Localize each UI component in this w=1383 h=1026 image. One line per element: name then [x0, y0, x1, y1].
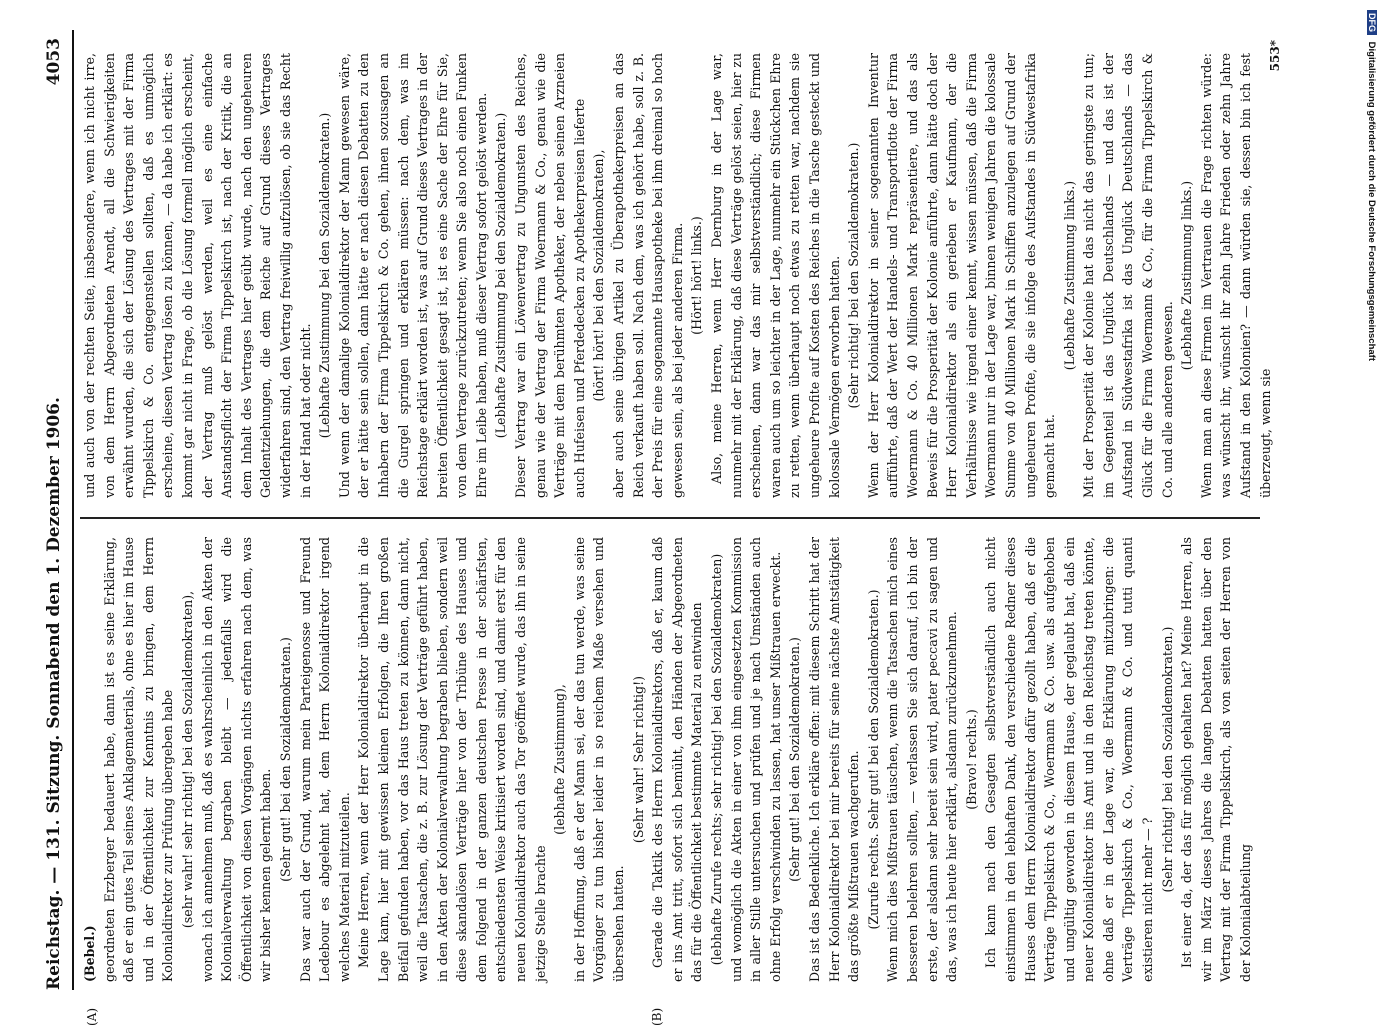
credit-text: Digitalisierung gefördert durch die Deutsche Forschungsgemeinschaft: [1366, 41, 1377, 361]
interjection: (lebhafte Zurufe rechts; sehr richtig! bei den Sozialdemokraten): [709, 553, 724, 966]
interjection: (Sehr gut! bei den Sozialdemokraten.): [787, 637, 803, 882]
paragraph: Ich kann nach den Gesagten selbstverständlich auch nicht einstimmen in den lebhaften Dank, den verschiedene Redner dieses Hauses dem Herrn Kolonialdirektor dafür gezollt haben, daß er die Verträge Tippelskirch & Co., Woermann & Co. usw. als aufgehoben und ungültig geworden in diesem Hause, der geglaubt hat, daß ein neuer Kolonialdirektor ins Amt und in den Reichstag treten könnte, ohne daß er in der Lage war, die Erklärung mitzubringen: die Verträge Tippelskirch & Co., Woermann & Co. und tutti quanti existieren nicht mehr — ?: [983, 537, 1156, 982]
page-number: 4053: [44, 38, 64, 86]
paragraph: (Bebel.): [82, 925, 97, 982]
interjection: (Lebhafte Zustimmung links.): [1179, 180, 1195, 371]
page-header: [40, 30, 70, 990]
interjection: (hört! hört! bei den Sozialdemokraten),: [591, 149, 607, 402]
page-footer: 553*: [1268, 40, 1282, 72]
margin-marker-a: (A): [85, 1007, 99, 1026]
paragraph: geordneten Erzberger bedauert habe, dann ist es seine Erklärung, daß er ein gutes Teil seines Anklagematerials, ohne es hier im Hause und in der Öffentlichkeit zur Kenntnis zu bringen, dem Herrn Kolonialdirektor zur Prüfung übergeben habe: [101, 537, 176, 982]
paragraph: Das ist das Bedenkliche. Ich erkläre offen: mit diesem Schritt hat der Herr Kolonialdirektor bei mir bereits für seine nächste Amtstätigkeit das größte Mißtrauen wachgerufen.: [806, 537, 862, 982]
paragraph: Also, meine Herren, wenn Herr Dernburg in der Lage war, nunmehr mit der Erklärung, daß diese Verträge gelöst seien, hier zu erscheinen, dann war das mir selbstverständlich; diese Firmen waren auch um so leichter in der Lage, nunmehr ein Stückchen Ehre zu retten, wenn überhaupt noch etwas zu retten war, nachdem sie ungeheure Profite auf Kosten des Reiches in die Tasche gesteckt und kolossale Vermögen erworben hatten.: [709, 53, 842, 498]
paragraph: Dieser Vertrag war ein Löwenvertrag zu Ungunsten des Reiches, genau wie der Vertrag der Firma Woermann & Co., genau wie die Verträge mit dem berühmten Apotheker, der neben seinen Arzneien auch Hufeisen und Pferdedecken zu Apothekerpreisen lieferte: [513, 53, 587, 498]
paragraph: Mit der Prosperität der Kolonie hat das nicht das geringste zu tun; im Gegenteil ist das Unglück Deutschlands — und das ist der Aufstand in Südwestafrika ist das Unglück Deutschlands — das Glück für die Firma Woermann & Co., für die Firma Tippelskirch & Co. und alle anderen gewesen.: [1081, 53, 1175, 498]
interjection: (Sehr gut! bei den Sozialdemokraten.): [277, 637, 293, 882]
running-title: Reichstag. — 131. Sitzung. Sonnabend den 1. Dezember 1906.: [44, 397, 64, 990]
interjection: (Sehr richtig! bei den Sozialdemokraten.): [846, 142, 862, 409]
interjection: (Lebhafte Zustimmung bei den Sozialdemokraten.): [493, 112, 509, 439]
paragraph: in der Hoffnung, daß er der Mann sei, der das tun werde, was seine Vorgänger zu tun bisher leider in so reichem Maße versehen und übersehen hatten.: [571, 537, 627, 982]
paragraph: wonach ich annehmen muß, daß es wahrscheinlich in den Akten der Kolonialverwaltung begraben bleibt — jedenfalls wird die Öffentlichkeit von diesen Vorgängen nichts erfahren nach dem, was wir bisher kennen gelernt haben.: [199, 537, 274, 982]
paragraph: und auch von der rechten Seite, insbesondere, wenn ich nicht irre, von dem Herrn Abgeordneten Arendt, all die Schwierigkeiten erwähnt wurden, die sich der Lösung des Vertrages mit der Firma Tippelskirch & Co. entgegenstellen sollten, daß es unmöglich erscheine, diesen Vertrag lösen zu können, — da habe ich erklärt: es kommt gar nicht in Frage, ob die Lösung formell möglich erscheint, der Vertrag muß gelöst werden, weil es eine einfache Anstandspflicht der Firma Tippelskirch ist, nach der Kritik, die an dem Inhalt des Vertrages hier geübt wurde, nach den ungeheuren Geldentziehungen, die dem Reiche auf Grund dieses Vertrages widerfahren sind, den Vertrag freiwillig aufzulösen, ob sie das Recht in der Hand hat oder nicht.: [82, 53, 313, 498]
paragraph: Ist einer da, der das für möglich gehalten hat? Meine Herren, als wir im März dieses Jahres die langen Debatten hatten über den Vertrag mit der Firma Tippelskirch, als von seiten der Herren von der Kolonialabteilung: [1179, 537, 1254, 982]
column-rule: [80, 518, 1260, 520]
interjection: (Lebhafte Zustimmung bei den Sozialdemokraten.): [317, 112, 333, 439]
left-column: [80, 537, 1256, 982]
interjection: (Sehr wahr! Sehr richtig!): [630, 675, 646, 844]
paragraph: Wenn mich dies Mißtrauen täuschen, wenn die Tatsachen mich eines besseren belehren sollten, — verlassen Sie sich darauf, ich bin der erste, der alsdann sehr bereit sein wird, pater peccavi zu sagen und das, was ich heute hier erklärt, alsdann zurückzunehmen.: [885, 537, 960, 982]
paragraph: Und wenn der damalige Kolonialdirektor der Mann gewesen wäre, der er hätte sein sollen, dann hätte er nach diesen Debatten zu den Inhabern der Firma Tippelskirch & Co. gehen, ihnen sozusagen an die Gurgel springen und erklären müssen: nach dem, was im Reichstage erklärt worden ist, was auf Grund dieses Vertrages in der breiten Öffentlichkeit gesagt ist, ist es eine Sache der Ehre für Sie, von dem Vertrage zurückzutreten; wenn Sie also noch einen Funken Ehre im Leibe haben, muß dieser Vertrag sofort gelöst werden.: [336, 53, 489, 498]
interjection: (sehr wahr! sehr richtig! bei den Sozialdemokraten),: [179, 590, 195, 929]
paragraph: Wenn der Herr Kolonialdirektor in seiner sogenannten Inventur aufführte, daß der Wert der Handels- und Transportflotte der Firma Woermann & Co. 40 Millionen Mark repräsentiere, und das als Beweis für die Prosperität der Kolonie anführte, dann hätte doch der Herr Kolonialdirektor als ein gerieben er Kaufmann, der die Verhältnisse wie irgend einer kennt, wissen müssen, daß die Firma Woermann nur in der Lage war, binnen wenigen Jahren die kolossale Summe von 40 Millionen Mark in Schiffen anzulegen auf Grund der ungeheuren Profite, die sie infolge des Aufstandes in Südwestafrika gemacht hat.: [865, 53, 1058, 498]
paragraph: und womöglich die Akten in einer von ihm eingesetzten Kommission in aller Stille untersuchen und prüfen und je nach Umständen auch ohne Erfolg verschwinden zu lassen, hat unser Mißtrauen erweckt.: [728, 537, 783, 982]
interjection: (Lebhafte Zustimmung links.): [1061, 180, 1077, 371]
right-column: [80, 53, 1275, 498]
interjection: (lebhafte Zustimmung),: [552, 684, 568, 835]
dfg-logo: DFG: [1367, 10, 1377, 35]
header-rule: [72, 30, 74, 990]
digitization-credit: [1366, 10, 1377, 361]
paragraph: Gerade die Taktik des Herrn Kolonialdirektors, daß er, kaum daß er ins Amt tritt, sofort sich bemüht, den Händen der Abgeordneten das für die Öffentlichkeit bestimmte Material zu entwinden: [650, 537, 705, 982]
interjection: (Hört! hört! links.): [689, 216, 705, 335]
interjection: (Bravo! rechts.): [963, 709, 979, 810]
margin-marker-b: (B): [650, 1007, 664, 1026]
paragraph: aber auch seine übrigen Artikel zu Überapothekerpreisen an das Reich verkauft haben soll. Nach dem, was ich gehört habe, soll z. B. der Preis für eine sogenannte Hausapotheke bei ihm dreimal so hoch gewesen sein, als bei jeder anderen Firma.: [611, 53, 685, 498]
document-page: [40, 30, 1295, 1026]
interjection: (Sehr richtig! bei den Sozialdemokraten.): [1159, 626, 1175, 893]
paragraph: Das war auch der Grund, warum mein Parteigenosse und Freund Ledebour es abgelehnt hat, dem Herrn Kolonialdirektor irgend welches Material mitzuteilen.: [297, 537, 352, 982]
interjection: (Zurufe rechts. Sehr gut! bei den Sozialdemokraten.): [865, 589, 881, 930]
paragraph: Meine Herren, wenn der Herr Kolonialdirektor überhaupt in die Lage kam, hier mit gewissen kleinen Erfolgen, die Ihren großen Beifall gefunden haben, vor das Haus treten zu können, dann nicht, weil die Tatsachen, die z. B. zur Lösung der Verträge geführt haben, in den Akten der Kolonialverwaltung begraben blieben, sondern weil diese skandalösen Verträge hier von der Tribüne des Hauses und dem folgend in der ganzen deutschen Presse in der schärfsten, entschiedensten Weise kritisiert worden sind, und damit erst für den neuen Kolonialdirektor auch das Tor geöffnet wurde, das ihn in seine jetzige Stelle brachte: [356, 537, 548, 982]
paragraph: Wenn man an diese Firmen im Vertrauen die Frage richten würde: was wünscht ihr, wünscht ihr zehn Jahre Frieden oder zehn Jahre Aufstand in den Kolonien? — dann würden sie, dessen bin ich fest überzeugt, wenn sie: [1198, 53, 1273, 498]
